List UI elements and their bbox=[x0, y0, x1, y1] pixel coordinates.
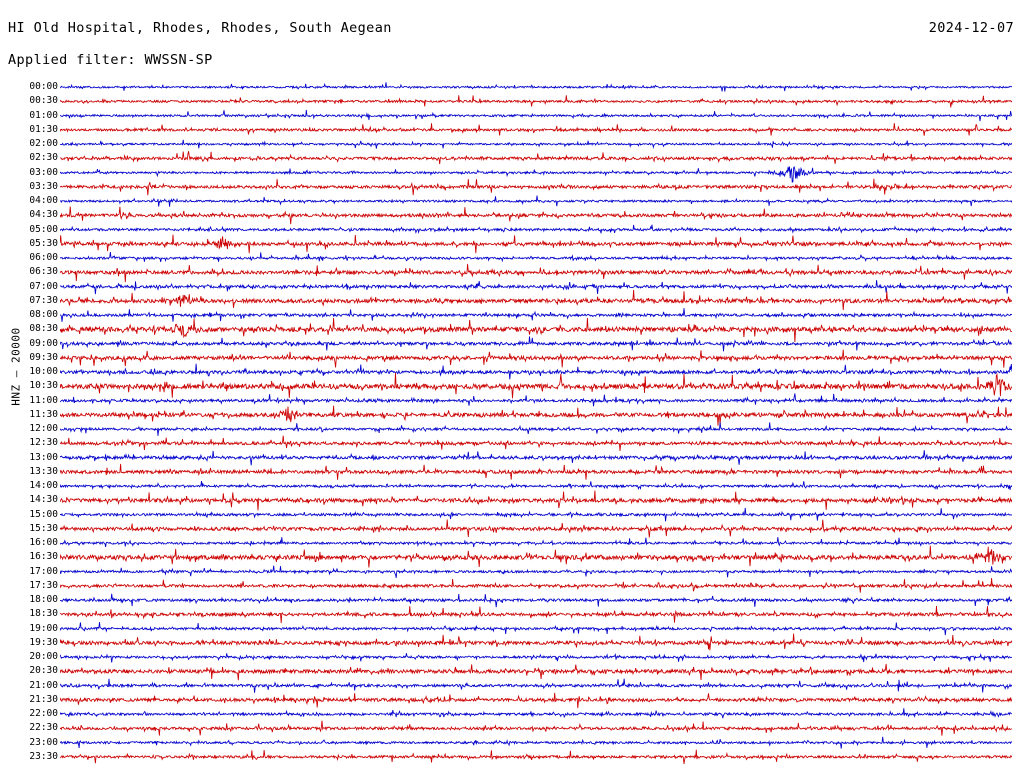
time-tick-label: 00:00 bbox=[29, 81, 58, 93]
time-tick-label: 21:30 bbox=[29, 693, 58, 705]
trace-line bbox=[60, 373, 1012, 398]
trace-line bbox=[60, 140, 1012, 149]
trace-line bbox=[60, 393, 1012, 406]
time-tick-label: 14:00 bbox=[29, 480, 58, 492]
time-tick-label: 04:30 bbox=[29, 209, 58, 221]
time-tick-label: 08:00 bbox=[29, 309, 58, 321]
trace-line bbox=[60, 264, 1012, 282]
applied-filter-label: Applied filter: WWSSN-SP bbox=[8, 52, 213, 68]
trace-line bbox=[60, 196, 1012, 207]
trace-line bbox=[60, 207, 1012, 225]
time-tick-label: 19:00 bbox=[29, 622, 58, 634]
time-tick-label: 12:00 bbox=[29, 423, 58, 435]
time-tick-label: 05:30 bbox=[29, 237, 58, 249]
time-tick-label: 07:00 bbox=[29, 280, 58, 292]
trace-line bbox=[60, 546, 1012, 568]
time-tick-label: 03:30 bbox=[29, 180, 58, 192]
trace-line bbox=[60, 693, 1012, 708]
time-tick-label: 11:00 bbox=[29, 394, 58, 406]
trace-line bbox=[60, 537, 1012, 547]
time-tick-label: 11:30 bbox=[29, 408, 58, 420]
time-axis-ticks bbox=[0, 80, 58, 764]
time-tick-label: 13:30 bbox=[29, 465, 58, 477]
trace-line bbox=[60, 179, 1012, 195]
y-axis-label: HNZ — 20000 bbox=[9, 327, 23, 406]
trace-line bbox=[60, 737, 1012, 749]
trace-line bbox=[60, 508, 1012, 521]
trace-line bbox=[60, 634, 1012, 651]
trace-line bbox=[60, 406, 1012, 426]
seismogram-plot bbox=[60, 80, 1012, 764]
trace-line bbox=[60, 422, 1012, 435]
time-tick-label: 12:30 bbox=[29, 437, 58, 449]
page-title: HI Old Hospital, Rhodes, Rhodes, South Aegean bbox=[8, 20, 392, 36]
time-tick-label: 17:00 bbox=[29, 565, 58, 577]
trace-line bbox=[60, 252, 1012, 262]
trace-line bbox=[60, 308, 1012, 322]
trace-line bbox=[60, 622, 1012, 635]
time-tick-label: 03:00 bbox=[29, 166, 58, 178]
time-tick-label: 23:30 bbox=[29, 750, 58, 762]
time-tick-label: 22:00 bbox=[29, 708, 58, 720]
trace-line bbox=[60, 350, 1012, 368]
time-tick-label: 14:30 bbox=[29, 494, 58, 506]
time-tick-label: 09:30 bbox=[29, 351, 58, 363]
time-tick-label: 01:30 bbox=[29, 123, 58, 135]
trace-line bbox=[60, 82, 1012, 91]
trace-line bbox=[60, 606, 1012, 623]
trace-line bbox=[60, 95, 1012, 107]
time-tick-label: 05:00 bbox=[29, 223, 58, 235]
time-tick-label: 04:00 bbox=[29, 195, 58, 207]
trace-line bbox=[60, 566, 1012, 578]
time-tick-label: 02:00 bbox=[29, 138, 58, 150]
time-tick-label: 13:00 bbox=[29, 451, 58, 463]
time-tick-label: 06:30 bbox=[29, 266, 58, 278]
trace-line bbox=[60, 490, 1012, 510]
time-tick-label: 20:30 bbox=[29, 665, 58, 677]
time-tick-label: 15:30 bbox=[29, 522, 58, 534]
time-tick-label: 00:30 bbox=[29, 95, 58, 107]
time-tick-label: 01:00 bbox=[29, 109, 58, 121]
trace-line bbox=[60, 110, 1012, 121]
trace-line bbox=[60, 290, 1012, 310]
trace-line bbox=[60, 167, 1012, 182]
trace-line bbox=[60, 336, 1012, 351]
trace-line bbox=[60, 708, 1012, 718]
trace-line bbox=[60, 664, 1012, 680]
trace-line bbox=[60, 436, 1012, 451]
trace-line bbox=[60, 594, 1012, 607]
time-tick-label: 18:30 bbox=[29, 608, 58, 620]
time-tick-label: 09:00 bbox=[29, 337, 58, 349]
trace-line bbox=[60, 225, 1012, 234]
time-tick-label: 20:00 bbox=[29, 651, 58, 663]
trace-line bbox=[60, 151, 1012, 164]
trace-line bbox=[60, 750, 1012, 764]
time-tick-label: 21:00 bbox=[29, 679, 58, 691]
trace-line bbox=[60, 318, 1012, 342]
time-tick-label: 16:30 bbox=[29, 551, 58, 563]
time-tick-label: 08:30 bbox=[29, 323, 58, 335]
trace-line bbox=[60, 520, 1012, 538]
time-tick-label: 07:30 bbox=[29, 294, 58, 306]
time-tick-label: 15:00 bbox=[29, 508, 58, 520]
trace-line bbox=[60, 450, 1012, 465]
trace-line bbox=[60, 280, 1012, 294]
trace-line bbox=[60, 235, 1012, 254]
time-tick-label: 23:00 bbox=[29, 736, 58, 748]
trace-line bbox=[60, 481, 1012, 490]
time-tick-label: 17:30 bbox=[29, 579, 58, 591]
trace-line bbox=[60, 123, 1012, 136]
trace-line bbox=[60, 653, 1012, 662]
time-tick-label: 10:00 bbox=[29, 366, 58, 378]
time-tick-label: 18:00 bbox=[29, 594, 58, 606]
time-tick-label: 19:30 bbox=[29, 636, 58, 648]
trace-line bbox=[60, 578, 1012, 593]
seismogram-traces bbox=[60, 80, 1012, 764]
trace-line bbox=[60, 679, 1012, 693]
time-tick-label: 06:00 bbox=[29, 252, 58, 264]
trace-line bbox=[60, 364, 1012, 380]
time-tick-label: 16:00 bbox=[29, 537, 58, 549]
record-date: 2024-12-07 bbox=[928, 20, 1014, 36]
time-tick-label: 10:30 bbox=[29, 380, 58, 392]
time-tick-label: 02:30 bbox=[29, 152, 58, 164]
time-tick-label: 22:30 bbox=[29, 722, 58, 734]
trace-line bbox=[60, 721, 1012, 736]
trace-line bbox=[60, 464, 1012, 480]
